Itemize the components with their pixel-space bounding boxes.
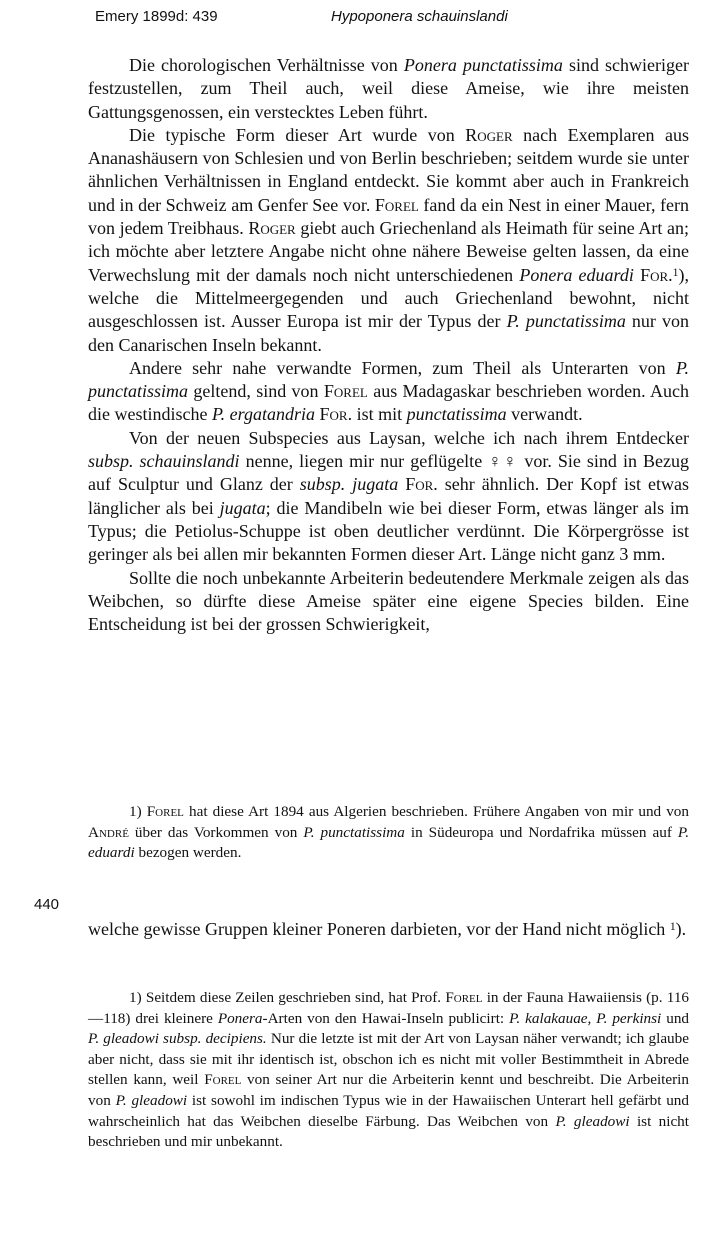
citation: Emery 1899d: 439: [95, 8, 218, 25]
footnote-ref: 1: [672, 265, 679, 279]
footnote-1: 1) Forel hat diese Art 1894 aus Algerien beschrieben. Frühere Angaben von mir und von André über das Vorkommen von P. punctatissima in Südeuropa und Nordafrika müssen auf P. eduardi bezogen werden.: [88, 803, 690, 862]
continued-text: welche gewisse Gruppen kleiner Poneren darbieten, vor der Hand nicht möglich $^1$).: [88, 919, 687, 939]
footnote-2: 1) Seitdem diese Zeilen geschrieben sind, hat Prof. Forel in der Fauna Hawaiiensis (p. 116—118) drei kleinere Ponera-Arten von den Hawai-Inseln publicirt: P. kalakauae, P. perkinsi und P. gleadowi subsp. decipiens. Nur die letzte ist mit der Art von Laysan näher verwandt; ich glaube aber nicht, dass sie mit ihr identisch ist, obschon ich es nicht mit voller Bestimmtheit in Abrede stellen kann, weil Forel von seiner Art nur die Arbeiterin kennt und beschreibt. Die Arbeiterin von P. gleadowi ist sowohl im indischen Typus wie in der Hawaiischen Unterart hell gefärbt und wahrscheinlich hat das Weibchen dieselbe Färbung. Das Weibchen von P. gleadowi ist nicht beschrieben und mir unbekannt.: [88, 989, 690, 1151]
page-title: Hypoponera schauinslandi: [331, 8, 508, 25]
page-number: 440: [34, 896, 60, 913]
footnote-ref: 1: [669, 919, 676, 933]
paragraph-5: Sollte die noch unbekannte Arbeiterin bedeutendere Merkmale zeigen als das Weibchen, so dürfte diese Ameise später eine eigene Species bilden. Eine Entscheidung ist bei der grossen Schwierigkeit,: [88, 567, 689, 635]
paragraph-1: Die chorologischen Verhältnisse von Ponera punctatissima sind schwieriger festzustellen, zum Theil auch, weil diese Ameise, wie ihre meisten Gattungsgenossen, ein verstecktes Leben führt.: [88, 55, 689, 122]
paragraph-2: Die typische Form dieser Art wurde von Roger nach Exemplaren aus Ananashäusern von Schlesien und von Berlin beschrieben; seitdem wurde sie unter ähnlichen Verhältnissen in England entdeckt. Sie kommt aber auch in Frankreich und in der Schweiz am Genfer See vor. Forel fand da ein Nest in einer Mauer, fern von jedem Treibhaus. Roger giebt auch Griechenland als Heimath für seine Art an; ich möchte aber letztere Angabe nicht ohne nähere Beweise gelten lassen, da eine Verwechslung mit der damals noch nicht unterschiedenen Ponera eduardi For.$^1$), welche die Mittelmeergegenden und auch Griechenland bewohnt, nicht ausgeschlossen ist. Ausser Europa ist mir der Typus der P. punctatissima nur von den Canarischen Inseln bekannt.: [88, 124, 690, 355]
paragraph-4: Von der neuen Subspecies aus Laysan, welche ich nach ihrem Entdecker subsp. schauinslandi nenne, liegen mir nur geflügelte ♀♀ vor. Sie sind in Bezug auf Sculptur und Glanz der subsp. jugata For. sehr ähnlich. Der Kopf ist etwas länglicher als bei jugata; die Mandibeln wie bei dieser Form, etwas länger als im Typus; die Petiolus-Schuppe ist oben deutlicher verdünnt. Die Körpergrösse ist geringer als bei allen mir bekannten Formen dieser Art. Länge nicht ganz 3 mm.: [88, 427, 690, 565]
page-header: [0, 0, 711, 34]
main-text: [88, 54, 689, 636]
paragraph-3: Andere sehr nahe verwandte Formen, zum Theil als Unterarten von P. punctatissima geltend, sind von Forel aus Madagaskar beschrieben worden. Auch die westindische P. ergatandria For. ist mit punctatissima verwandt.: [88, 357, 689, 425]
